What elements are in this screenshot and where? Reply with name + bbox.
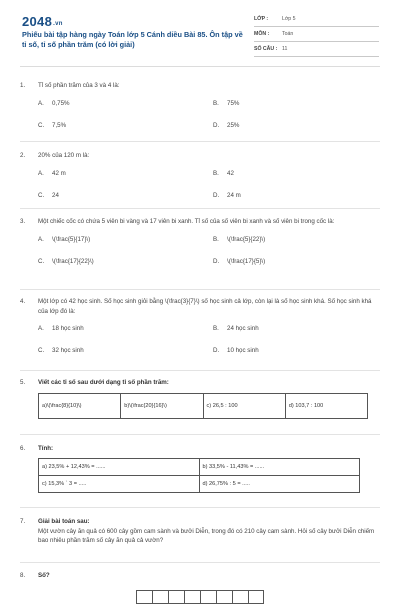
- table-row: [39, 393, 368, 418]
- answer-box[interactable]: [136, 590, 152, 604]
- question-text: Tính:: [38, 445, 54, 452]
- question-number: 6.: [20, 445, 26, 452]
- option-c[interactable]: C. 24: [38, 191, 59, 199]
- divider: [20, 141, 380, 142]
- meta-row-count: [254, 42, 379, 57]
- option-b[interactable]: B. 24 học sinh: [213, 325, 259, 332]
- question-text: Viết các tỉ số sau dưới dạng tỉ số phần trăm:: [38, 379, 169, 386]
- meta-value: 11: [282, 46, 288, 52]
- brand-domain: .vn: [53, 21, 63, 27]
- question-text: Tỉ số phần trăm của 3 và 4 là:: [38, 82, 120, 89]
- question-text: Một lớp có 42 học sinh. Số học sinh giỏi bằng \(\frac{3}{7}\) số học sinh cả lớp, còn lại là số học sinh khá. Số học sinh khá của lớp đó là:: [38, 298, 372, 315]
- option-d[interactable]: D. 24 m: [213, 191, 241, 199]
- divider: [20, 208, 380, 209]
- table-row: [39, 458, 360, 475]
- question-number: 3.: [20, 218, 26, 225]
- question-number: 2.: [20, 152, 26, 159]
- answer-box[interactable]: [216, 590, 232, 604]
- answer-grid: [136, 590, 264, 604]
- option-c[interactable]: C. 32 học sinh: [38, 347, 84, 354]
- option-d[interactable]: D. \(\frac{17}{5}\): [213, 257, 266, 265]
- table-cell: d) 26,75% : 5 = .....: [199, 475, 360, 492]
- meta-row-class: [254, 12, 379, 27]
- options: [38, 324, 380, 356]
- table-cell: b) 33,5% - 11,43% = ......: [199, 458, 360, 475]
- question-8: [20, 571, 380, 581]
- option-d[interactable]: D. 10 học sinh: [213, 347, 259, 354]
- table-cell: d) 103,7 : 100: [285, 393, 367, 418]
- divider: [20, 289, 380, 290]
- answer-box[interactable]: [184, 590, 200, 604]
- divider: [20, 434, 380, 435]
- brand-number: 2048: [22, 14, 53, 29]
- calc-table: [38, 458, 360, 493]
- option-a[interactable]: A. 0,75%: [38, 99, 70, 107]
- answer-box[interactable]: [232, 590, 248, 604]
- answer-box[interactable]: [152, 590, 168, 604]
- options: [38, 235, 380, 267]
- meta-value: Toán: [282, 31, 294, 37]
- question-5: [20, 378, 380, 419]
- options: [38, 99, 380, 131]
- table-cell: c) 15,3% ` 3 = .....: [39, 475, 200, 492]
- question-number: 1.: [20, 82, 26, 89]
- meta-label: LỚP :: [254, 16, 269, 22]
- brand-logo[interactable]: [22, 14, 63, 29]
- question-text: 20% của 120 m là:: [38, 152, 90, 159]
- question-number: 5.: [20, 379, 26, 386]
- question-text: Số?: [38, 572, 50, 579]
- table-cell: a) 23,5% + 12,43% = ......: [39, 458, 200, 475]
- option-b[interactable]: B. 42: [213, 169, 234, 177]
- table-cell: a)\(\frac{8}{10}\): [39, 393, 121, 418]
- question-text: Một chiếc cốc có chứa 5 viên bi vàng và 17 viên bi xanh. Tỉ số của số viên bi xanh và số viên bi trong cốc là:: [38, 218, 335, 225]
- option-d[interactable]: D. 25%: [213, 121, 240, 129]
- answer-box[interactable]: [200, 590, 216, 604]
- document-title: Phiếu bài tập hàng ngày Toán lớp 5 Cánh diều Bài 85. Ôn tập về tỉ số, tỉ số phần trăm (có lời giải): [22, 30, 243, 49]
- meta-label: SỐ CÂU :: [254, 46, 278, 52]
- answer-box[interactable]: [168, 590, 184, 604]
- meta-label: MÔN :: [254, 31, 270, 37]
- meta-box: [254, 12, 379, 57]
- divider: [20, 370, 380, 371]
- divider: [20, 562, 380, 563]
- option-a[interactable]: A. 18 học sinh: [38, 325, 84, 332]
- question-number: 4.: [20, 298, 26, 305]
- percent-table: [38, 393, 368, 419]
- meta-row-subject: [254, 27, 379, 42]
- option-b[interactable]: B. \(\frac{5}{22}\): [213, 235, 266, 243]
- header-divider: [20, 66, 380, 67]
- question-2: [20, 151, 380, 201]
- question-number: 8.: [20, 572, 26, 579]
- table-cell: c) 26,5 : 100: [203, 393, 285, 418]
- meta-value: Lớp 5: [282, 16, 296, 22]
- option-b[interactable]: B. 75%: [213, 99, 240, 107]
- question-4: [20, 297, 380, 356]
- option-c[interactable]: C. \(\frac{17}{22}\): [38, 257, 94, 265]
- option-a[interactable]: A. \(\frac{5}{17}\): [38, 235, 91, 243]
- option-c[interactable]: C. 7,5%: [38, 121, 67, 129]
- question-title: Giải bài toán sau:: [38, 518, 90, 525]
- divider: [20, 507, 380, 508]
- options: [38, 169, 380, 201]
- question-7: [20, 517, 380, 546]
- answer-box[interactable]: [248, 590, 264, 604]
- table-cell: b)\(\frac{20}{16}\): [121, 393, 203, 418]
- question-6: [20, 444, 380, 493]
- option-a[interactable]: A. 42 m: [38, 169, 66, 177]
- question-text: Một vườn cây ăn quả có 600 cây gồm cam sành và bưởi Diễn, trong đó có 210 cây cam sành. Hỏi số cây bưởi Diễn chiếm bao nhiêu phần trăm số cây ăn quả cả vườn?: [38, 527, 375, 544]
- question-number: 7.: [20, 518, 26, 525]
- table-row: [39, 475, 360, 492]
- question-3: [20, 217, 380, 267]
- question-1: [20, 81, 380, 131]
